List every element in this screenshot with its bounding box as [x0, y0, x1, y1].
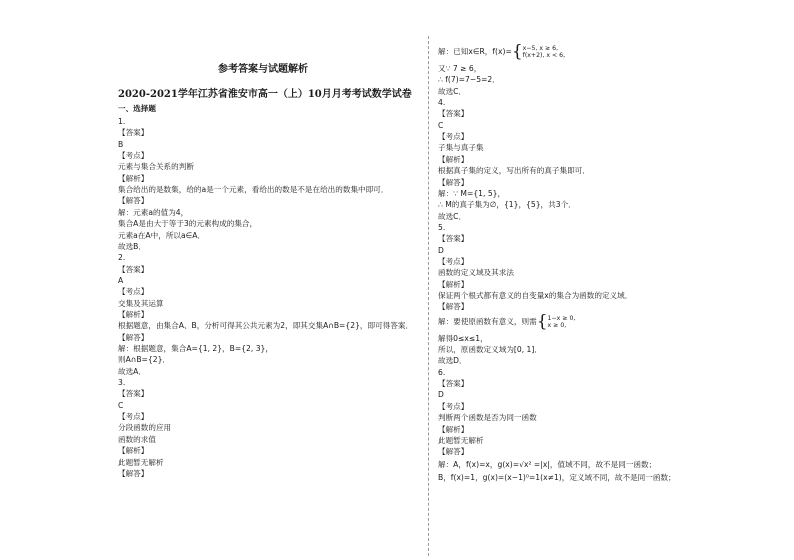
text-line: 解得0≤x≤1，	[438, 333, 488, 343]
text-line: 保证两个根式都有意义的自变量x的集合为函数的定义域．	[438, 291, 633, 300]
text-line: 4.	[438, 98, 446, 108]
text-line: 此题暂无解析	[118, 457, 164, 467]
case-3: 1−x ≥ 0,	[547, 314, 576, 322]
text-line: 故选C．	[438, 211, 467, 221]
text-line: B	[118, 139, 124, 149]
text-line: 【答案】	[438, 109, 469, 119]
text-line: 所以，原函数定义域为[0, 1]．	[438, 345, 542, 355]
text-line: ∴ f(7)=7−5=2．	[438, 75, 500, 85]
case-4: x ≥ 0,	[547, 321, 567, 329]
left-brace-icon: {	[511, 41, 523, 62]
text-line: 元素a在A中，所以a∈A．	[118, 230, 206, 240]
text-line: 6.	[438, 367, 446, 377]
solution-line-a: 解：A，f(x)=x，g(x)=√x² =|x|，值域不同，故不是同一函数；	[438, 459, 657, 469]
left-brace-icon: {	[536, 311, 548, 332]
piecewise-prefix: 解：已知x∈R，f(x)=	[438, 47, 512, 56]
text-line: 判断两个函数是否为同一函数	[438, 413, 537, 423]
text-line: D	[438, 390, 444, 400]
section-heading: 一、选择题	[118, 104, 156, 113]
text-line: 【解析】	[118, 309, 149, 319]
text-line: 又∵ 7 ≥ 6，	[438, 64, 482, 73]
text-line: 【解答】	[438, 447, 469, 457]
text-line: A	[118, 275, 124, 285]
text-line: 1.	[118, 117, 126, 126]
text-line: 【考点】	[118, 151, 149, 161]
text-line: 【考点】	[438, 132, 469, 142]
text-line: 分段函数的应用	[118, 423, 172, 433]
text-line: 【解析】	[438, 154, 469, 164]
text-line: 【考点】	[118, 412, 149, 422]
text-line: 【解析】	[438, 424, 469, 434]
column-divider	[428, 36, 429, 556]
case-1: x−5, x ≥ 6,	[522, 45, 559, 52]
exam-title: 2020-2021学年江苏省淮安市高一（上）10月月考考试数学试卷	[118, 89, 412, 100]
text-line: 【解答】	[438, 177, 469, 187]
text-line: 【考点】	[438, 256, 469, 266]
text-line: 子集与真子集	[438, 143, 484, 153]
text-line: 则A∩B={2}．	[118, 355, 171, 365]
text-line: 根据题意，由集合A、B，分析可得其公共元素为2，即其交集A∩B={2}，即可得答案．	[118, 321, 414, 331]
text-line: 集合A是由大于等于3的元素构成的集合，	[118, 219, 258, 229]
text-line: 3.	[118, 378, 126, 388]
text-line: 解：∵ M={1, 5}，	[438, 188, 506, 198]
text-line: 集合给出的是数集，给的a是一个元素，看给出的数是不是在给出的数集中即可．	[118, 185, 389, 195]
piecewise-cases	[512, 42, 565, 62]
text-line: 函数的定义域及其求法	[438, 268, 514, 278]
text-line: 【解析】	[438, 279, 469, 289]
case-2: f(x+2), x < 6,	[522, 52, 566, 59]
text-line: C	[438, 120, 444, 130]
text-line: 元素与集合关系的判断	[118, 162, 194, 172]
text-line: 5.	[438, 222, 446, 232]
piecewise-line	[438, 42, 565, 62]
text-line: 根据真子集的定义，写出所有的真子集即可．	[438, 166, 590, 176]
text-line: 解：元素a的值为4，	[118, 207, 189, 217]
text-line: 函数的求值	[118, 434, 156, 444]
text-line: 【答案】	[438, 379, 469, 389]
text-line: 故选C．	[438, 86, 467, 96]
text-line: 【解答】	[118, 332, 149, 342]
text-line: 【解答】	[118, 468, 149, 478]
text-line: 【考点】	[118, 287, 149, 297]
text-line: 【解析】	[118, 173, 149, 183]
text-line: D	[438, 245, 444, 255]
text-line: 【解析】	[118, 446, 149, 456]
domain-cases	[537, 312, 576, 332]
text-line: ∴ M的真子集为∅，{1}，{5}，共3个．	[438, 200, 576, 210]
text-line: 2.	[118, 253, 126, 263]
text-line: 故选B．	[118, 241, 146, 251]
text-line: 此题暂无解析	[438, 435, 484, 445]
text-line: 【答案】	[118, 389, 149, 399]
text-line: C	[118, 400, 124, 410]
text-line: 【答案】	[118, 264, 149, 274]
text-line: 解：根据题意，集合A={1, 2}，B={2, 3}，	[118, 344, 273, 353]
answer-title: 参考答案与试题解析	[218, 64, 308, 75]
solution-line-b: B，f(x)=1，g(x)=(x−1)⁰=1(x≠1)，定义域不同，故不是同一函数；	[438, 472, 676, 482]
text-line: 【解答】	[118, 196, 149, 206]
text-line: 【答案】	[118, 128, 149, 138]
text-line: 【考点】	[438, 401, 469, 411]
domain-prefix: 解：要使原函数有意义，则需	[438, 316, 537, 326]
text-line: 【解答】	[438, 302, 469, 312]
text-line: 【答案】	[438, 234, 469, 244]
domain-system-line	[438, 312, 575, 332]
text-line: 故选D．	[438, 356, 467, 366]
text-line: 故选A．	[118, 366, 146, 376]
text-line: 交集及其运算	[118, 298, 164, 308]
